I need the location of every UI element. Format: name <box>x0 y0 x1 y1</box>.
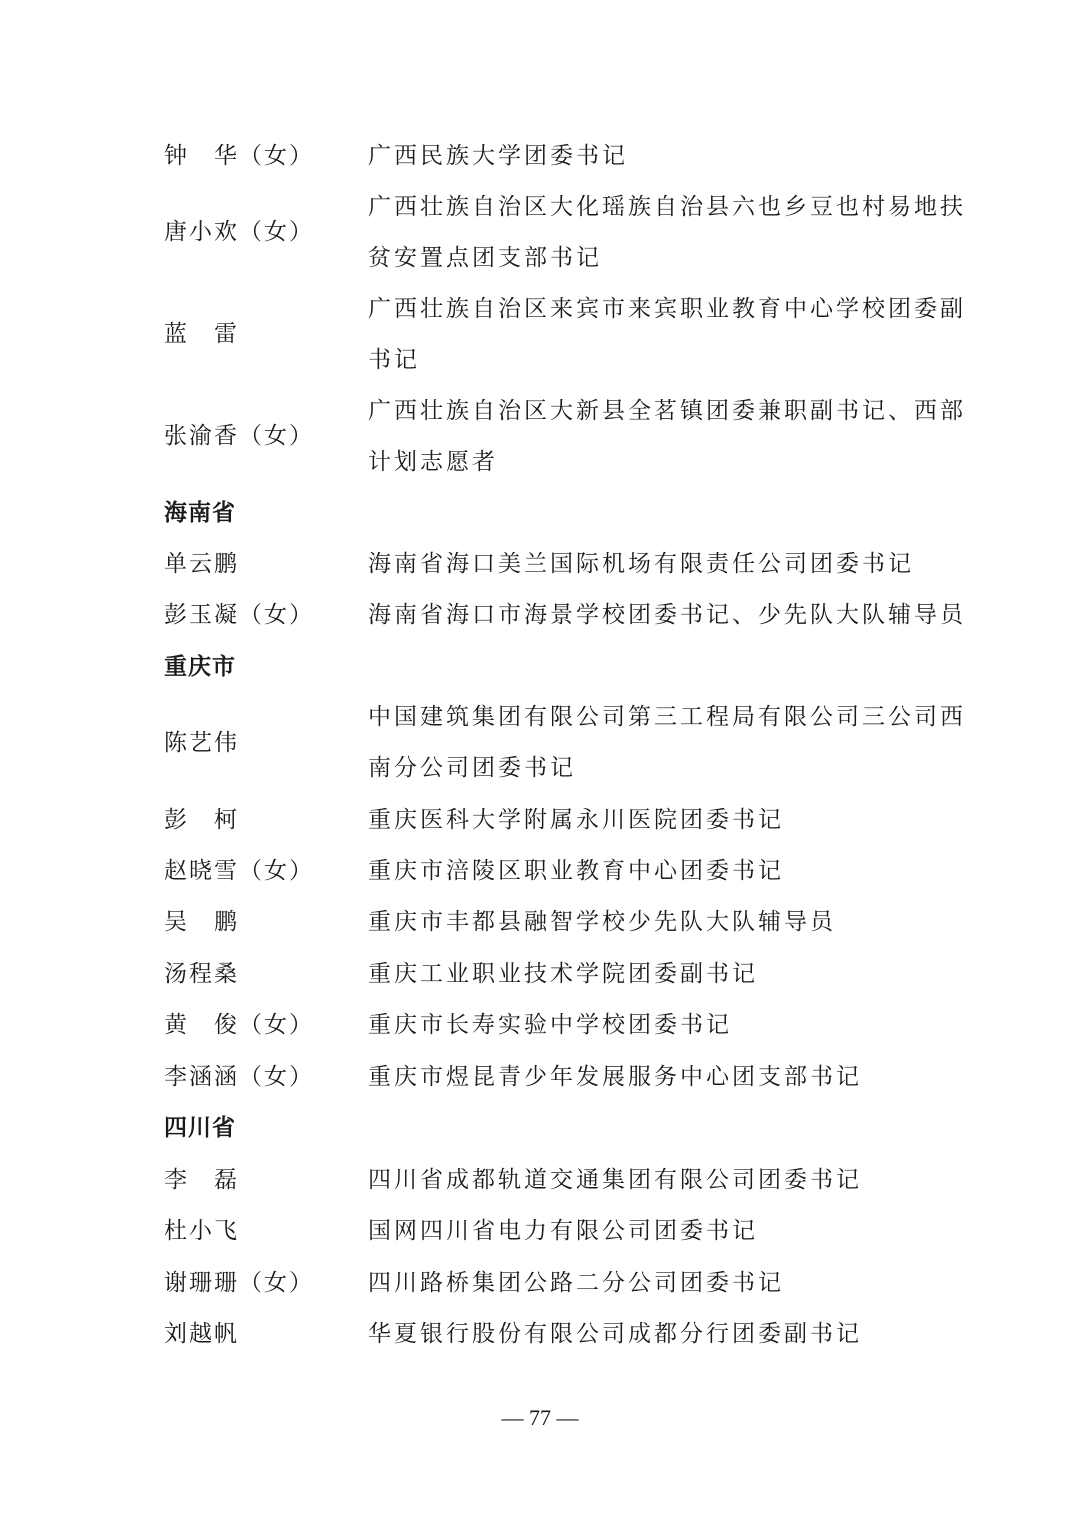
person-position: 重庆市丰都县融智学校少先队大队辅导员 <box>368 909 836 935</box>
person-position: 重庆市煜昆青少年发展服务中心团支部书记 <box>368 1064 862 1090</box>
person-name: 彭玉凝（女） <box>164 602 314 628</box>
person-position: 重庆市长寿实验中学校团委书记 <box>368 1012 732 1038</box>
page-number: — 77 — <box>501 1405 579 1430</box>
person-position: 海南省海口美兰国际机场有限责任公司团委书记 <box>368 551 914 577</box>
section-heading-chongqing: 重庆市 <box>164 654 236 680</box>
person-position: 四川路桥集团公路二分公司团委书记 <box>368 1270 784 1296</box>
person-name: 唐小欢（女） <box>164 219 314 245</box>
person-position: 广西壮族自治区来宾市来宾职业教育中心学校团委副书记 <box>368 296 966 373</box>
person-position: 重庆工业职业技术学院团委副书记 <box>368 961 758 987</box>
person-position: 广西壮族自治区大化瑶族自治县六也乡豆也村易地扶贫安置点团支部书记 <box>368 194 966 271</box>
person-position: 重庆医科大学附属永川医院团委书记 <box>368 807 784 833</box>
person-name: 彭 柯 <box>164 807 239 833</box>
person-position: 四川省成都轨道交通集团有限公司团委书记 <box>368 1167 862 1193</box>
person-name: 李 磊 <box>164 1167 239 1193</box>
person-name: 钟 华（女） <box>164 143 314 169</box>
person-name: 吴 鹏 <box>164 909 239 935</box>
person-name: 刘越帆 <box>164 1321 239 1347</box>
person-name: 谢珊珊（女） <box>164 1270 314 1296</box>
person-position: 华夏银行股份有限公司成都分行团委副书记 <box>368 1321 862 1347</box>
person-name: 杜小飞 <box>164 1218 239 1244</box>
person-name: 黄 俊（女） <box>164 1012 314 1038</box>
person-name: 蓝 雷 <box>164 321 239 347</box>
person-position: 广西壮族自治区大新县全茗镇团委兼职副书记、西部计划志愿者 <box>368 398 966 475</box>
section-heading-sichuan: 四川省 <box>164 1115 236 1141</box>
person-position: 广西民族大学团委书记 <box>368 143 628 169</box>
person-name: 单云鹏 <box>164 551 239 577</box>
person-name: 汤程桑 <box>164 961 239 987</box>
person-position: 国网四川省电力有限公司团委书记 <box>368 1218 758 1244</box>
person-name: 李涵涵（女） <box>164 1064 314 1090</box>
person-name: 陈艺伟 <box>164 730 239 756</box>
person-name: 张渝香（女） <box>164 423 314 449</box>
section-heading-hainan: 海南省 <box>164 500 236 526</box>
person-name: 赵晓雪（女） <box>164 858 314 884</box>
person-position: 中国建筑集团有限公司第三工程局有限公司三公司西南分公司团委书记 <box>368 704 966 781</box>
person-position: 重庆市涪陵区职业教育中心团委书记 <box>368 858 784 884</box>
person-position: 海南省海口市海景学校团委书记、少先队大队辅导员 <box>368 602 966 628</box>
